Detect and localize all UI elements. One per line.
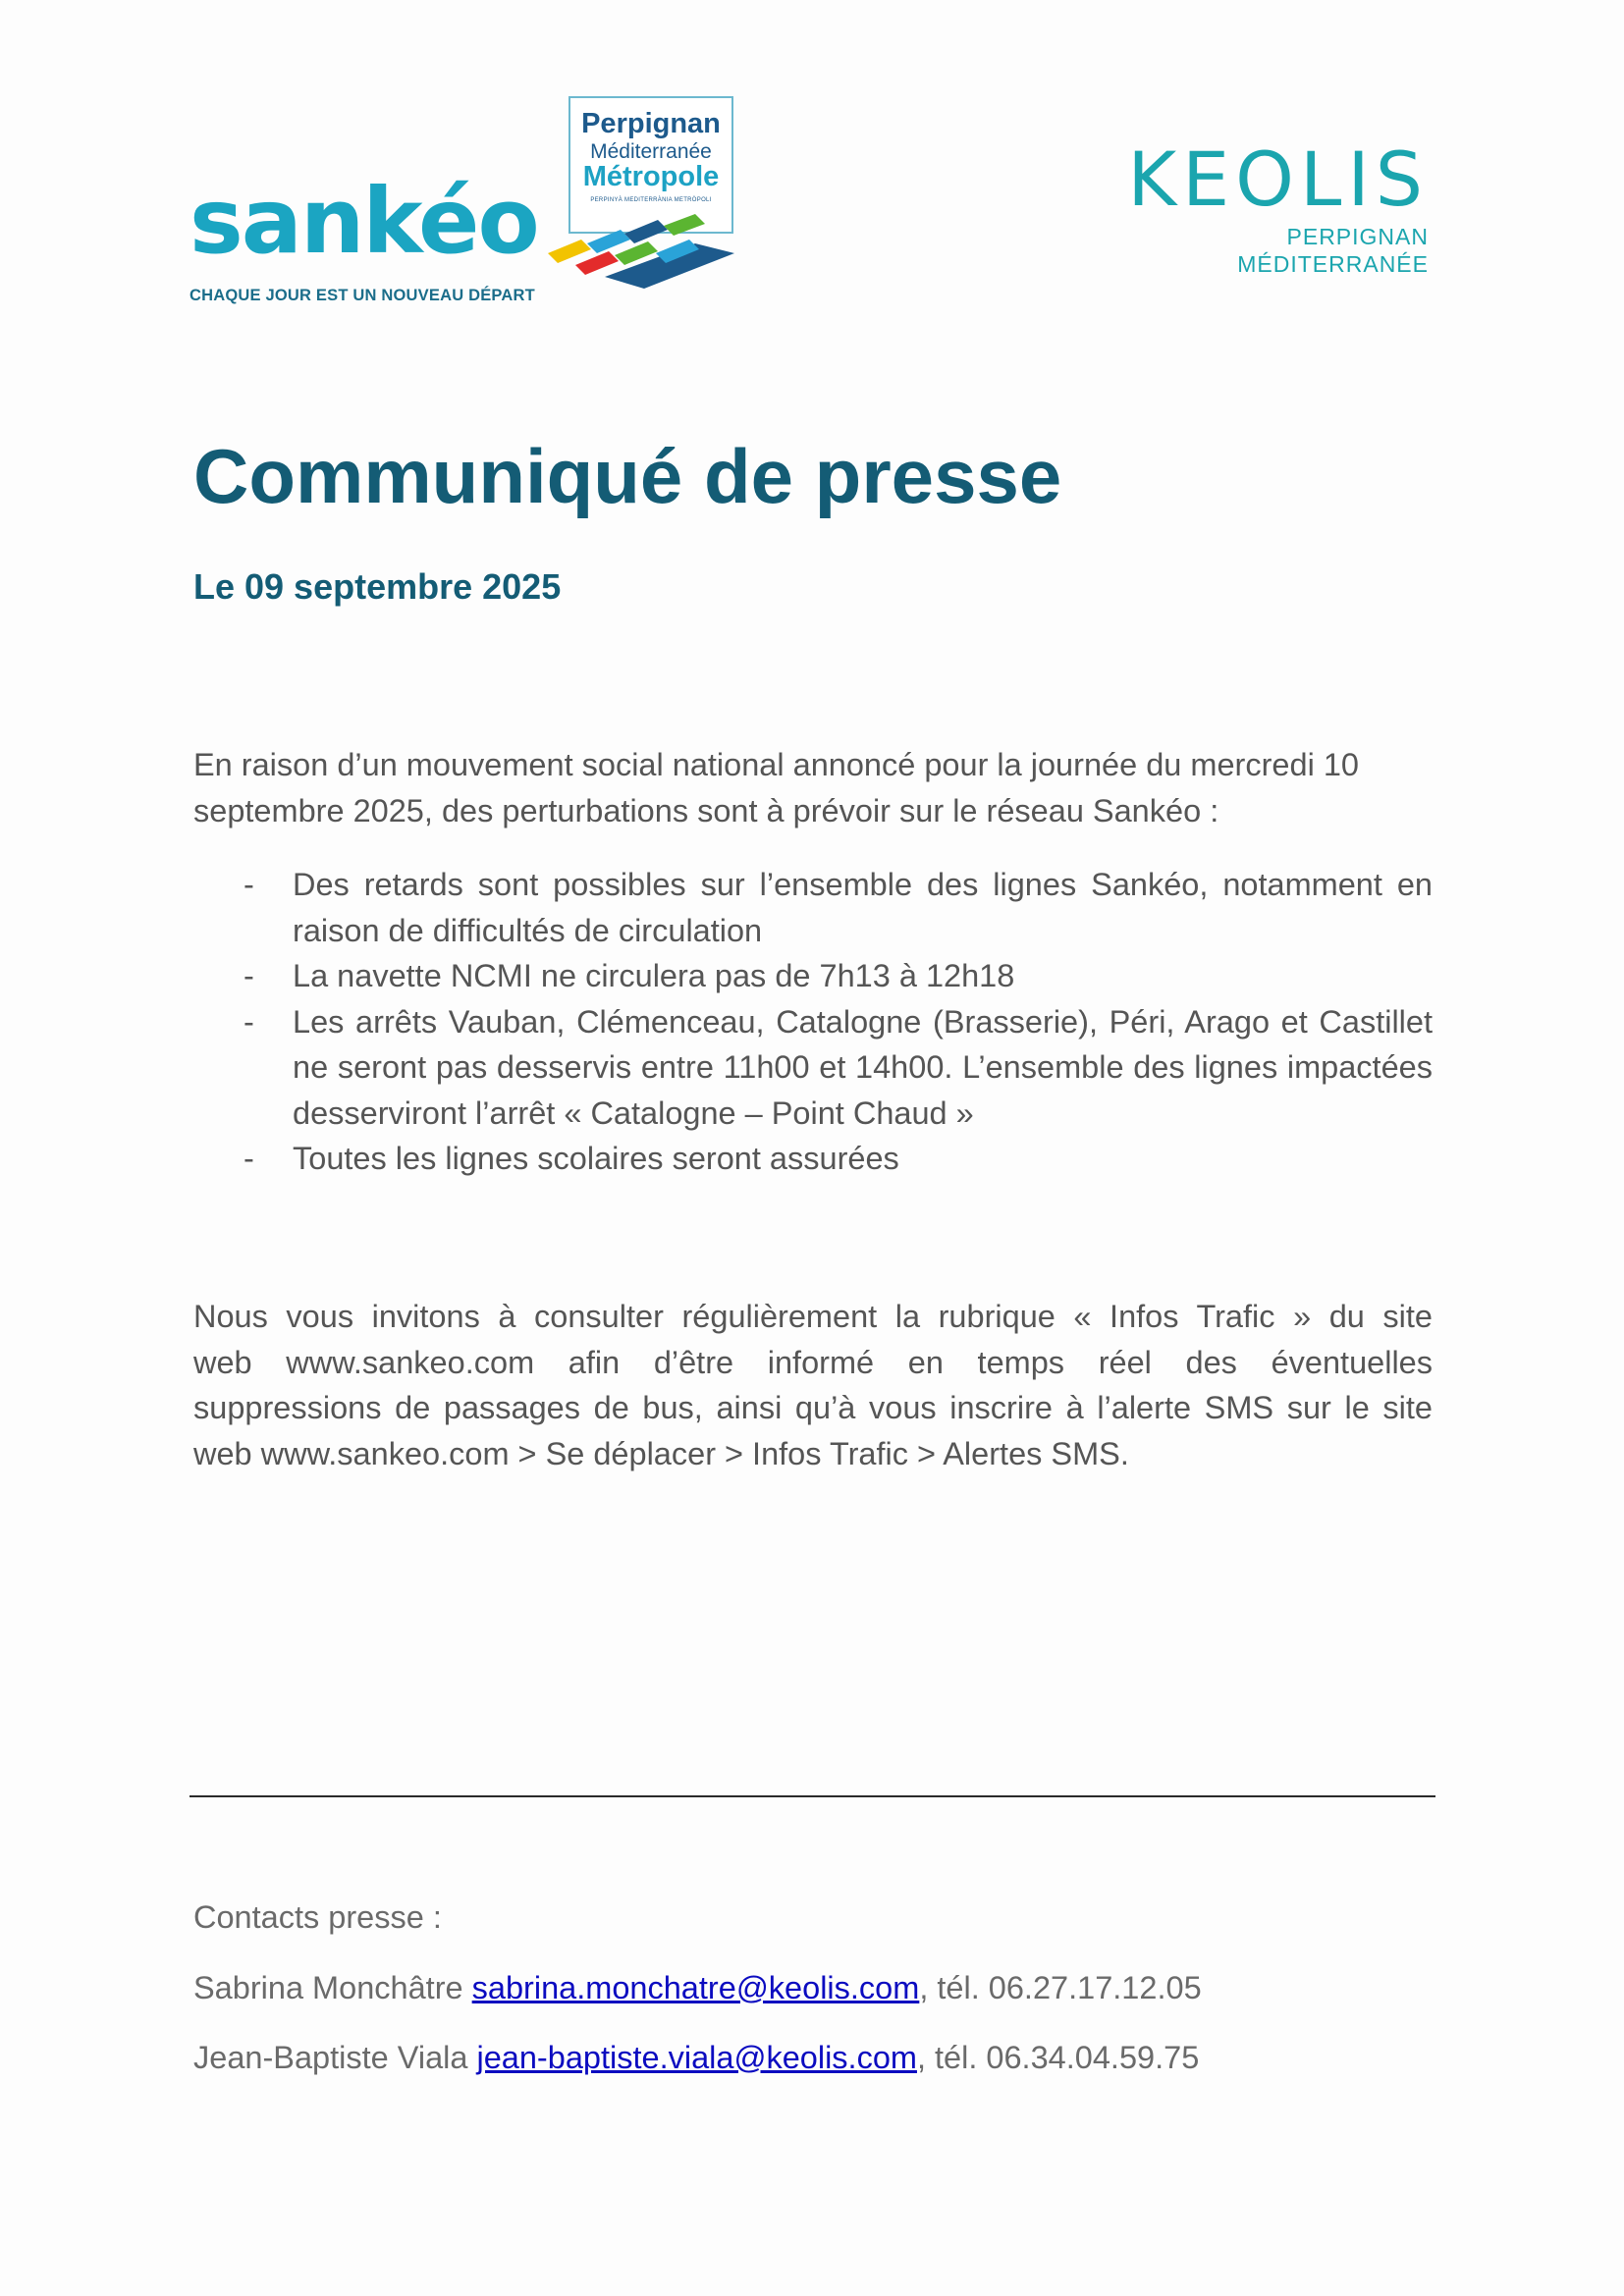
outro-line: web www.sankeo.com afin d’être informé en temps réel des éventuelles (193, 1344, 1433, 1380)
outro-line: Nous vous invitons à consulter régulièrement la rubrique « Infos Trafic » du site (193, 1299, 1433, 1334)
outro-paragraph (193, 1294, 1433, 1476)
contact-name: Sabrina Monchâtre (193, 1970, 463, 2005)
list-item (193, 953, 1433, 999)
sankeo-logo-wordmark: sankéo (189, 169, 538, 274)
disruptions-list (193, 862, 1433, 1182)
keolis-logo-sub1: PERPIGNAN (1286, 224, 1429, 249)
contacts-heading: Contacts presse : (193, 1899, 442, 1935)
pmm-logo-line1: Perpignan (581, 108, 721, 139)
keolis-logo (1083, 135, 1429, 278)
footer-divider (189, 1795, 1435, 1797)
pmm-logo (548, 96, 736, 289)
outro-line: web www.sankeo.com > Se déplacer > Infos Trafic > Alertes SMS. (193, 1435, 1129, 1471)
pmm-logo-line3: Métropole (582, 161, 720, 193)
keolis-logo-sub2: MÉDITERRANÉE (1237, 251, 1429, 277)
bullet-marker: - (244, 1003, 254, 1040)
outro-line: suppressions de passages de bus, ainsi qu’à vous inscrire à l’alerte SMS sur le site (193, 1390, 1433, 1425)
page-title: Communiqué de presse (193, 433, 1062, 519)
pmm-logo-line4: PERPINYÀ MEDITERRÀNIA METRÒPOLI (590, 197, 712, 204)
contact-phone: , tél. 06.27.17.12.05 (919, 1970, 1202, 2005)
contact-name: Jean-Baptiste Viala (193, 2040, 468, 2075)
list-item-text: Toutes les lignes scolaires seront assurées (293, 1141, 899, 1176)
pmm-logo-line2: Méditerranée (590, 140, 712, 163)
list-item-text: Les arrêts Vauban, Clémenceau, Catalogne (Brasserie), Péri, Arago et Castillet ne seront pas desservis entre 11h00 et 14h00. L’ensemble des lignes impactées desserviront l’arrêt « Catalogne – Point Chaud » (293, 1003, 1433, 1131)
contact-email-link[interactable]: sabrina.monchatre@keolis.com (471, 1970, 920, 2005)
bullet-marker: - (244, 1141, 254, 1176)
release-date: Le 09 septembre 2025 (193, 566, 562, 607)
list-item-text: La navette NCMI ne circulera pas de 7h13 à 12h18 (293, 958, 1015, 993)
contact-line-monchatre (193, 1970, 1202, 2006)
list-item (193, 1136, 1433, 1182)
pmm-mosaic-icon (548, 214, 736, 289)
sankeo-tagline: CHAQUE JOUR EST UN NOUVEAU DÉPART (189, 287, 535, 304)
list-item (193, 862, 1433, 953)
contact-line-viala (193, 2040, 1199, 2076)
contact-phone: , tél. 06.34.04.59.75 (916, 2040, 1200, 2075)
pmm-logo-box (568, 96, 733, 234)
list-item (193, 999, 1433, 1137)
intro-paragraph: En raison d’un mouvement social national annoncé pour la journée du mercredi 10 septembre 2025, des perturbations sont à prévoir sur le réseau Sankéo : (193, 747, 1359, 828)
list-item-text: Des retards sont possibles sur l’ensemble des lignes Sankéo, notamment en raison de difficultés de circulation (293, 867, 1433, 948)
keolis-logo-wordmark: KEOLIS (1127, 135, 1429, 223)
bullet-marker: - (244, 867, 254, 902)
bullet-marker: - (244, 958, 254, 993)
contact-email-link[interactable]: jean-baptiste.viala@keolis.com (476, 2040, 917, 2075)
sankeo-logo (189, 169, 538, 305)
